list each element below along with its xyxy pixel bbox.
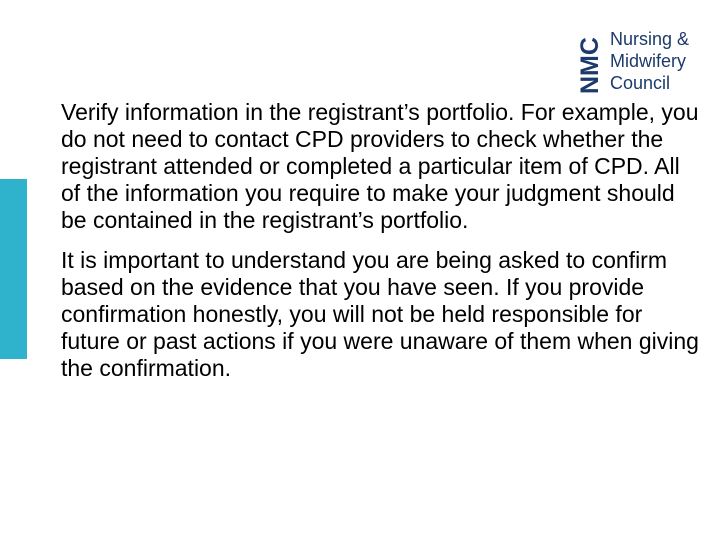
accent-bar xyxy=(0,179,27,359)
slide-body xyxy=(61,99,701,382)
logo-line-nursing: Nursing & xyxy=(610,29,690,49)
nmc-logo-mark-text: NMC xyxy=(576,37,604,94)
paragraph-confirmation-responsibility: It is important to understand you are being asked to confirm based on the evidence that you have seen. If you provide confirmation honestly, you will not be held responsible for future or past actions if you were unaware of them when giving the confirmation. xyxy=(61,247,699,381)
nmc-logo-wordmark xyxy=(610,28,689,94)
nmc-logo-mark xyxy=(576,32,604,94)
logo-line-midwifery: Midwifery xyxy=(610,51,687,71)
nmc-logo xyxy=(576,28,706,100)
paragraph-verify-information: Verify information in the registrant’s portfolio. For example, you do not need to contact CPD providers to check whether the registrant attended or completed a particular item of CPD. All of the information you require to make your judgment should be contained in the registrant’s portfolio. xyxy=(61,99,699,233)
logo-line-council: Council xyxy=(610,73,671,93)
